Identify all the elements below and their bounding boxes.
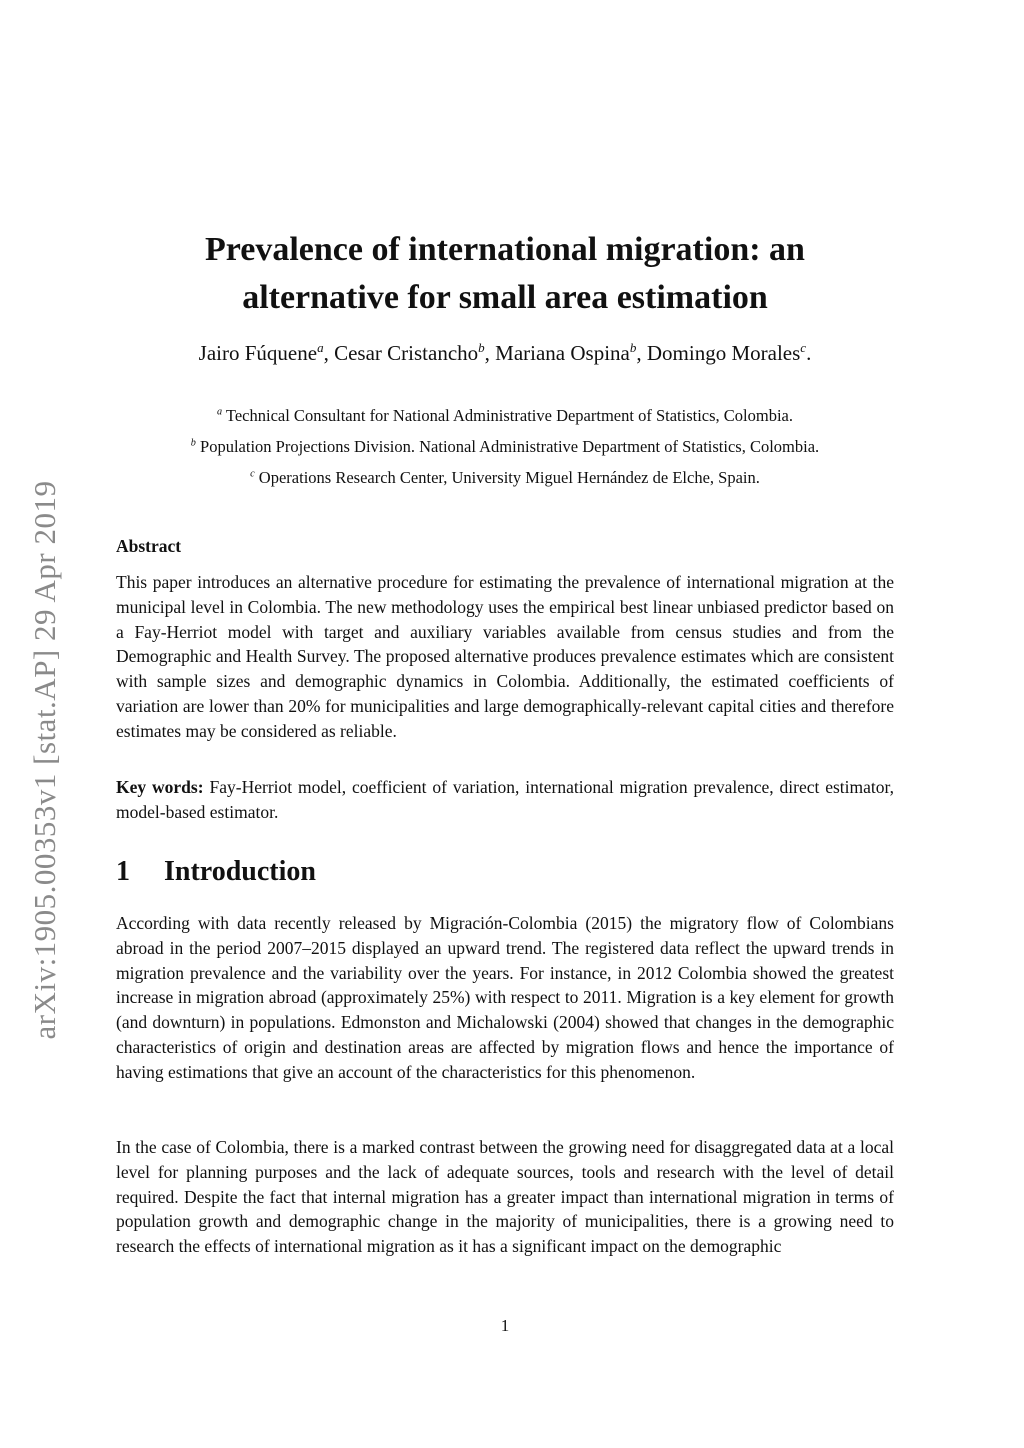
author-affiliation-mark: a: [317, 340, 324, 355]
intro-paragraph-1: According with data recently released by Migración-Colombia (2015) the migratory flow of Colombians abroad in the period 2007–2015 displayed an upward trend. The registered data reflect the upward trends in migration prevalence and the variability over the years. For instance, in 2012 Colombia showed the greatest increase in migration abroad (approximately 25%) with respect to 2011. Migration is a key element for growth (and downturn) in populations. Edmonston and Michalowski (2004) showed that changes in the demographic characteristics of origin and destination areas are affected by migration flows and hence the importance of having estimations that give an account of the characteristics for this phenomenon.: [116, 913, 894, 1082]
affiliation-text: Technical Consultant for National Administrative Department of Statistics, Colombia.: [225, 406, 793, 425]
author-name: Cesar Cristancho: [334, 341, 479, 365]
author-separator: ,: [484, 341, 496, 365]
arxiv-identifier: arXiv:1905.00353v1 [stat.AP] 29 Apr 2019: [27, 480, 62, 1040]
affiliation-mark: b: [190, 437, 196, 449]
affiliation-text: Operations Research Center, University Miguel Hernández de Elche, Spain.: [258, 468, 760, 487]
abstract-heading: Abstract: [116, 536, 182, 556]
keywords-label: Key words:: [116, 777, 204, 797]
author-separator: .: [806, 341, 812, 365]
author-separator: ,: [636, 341, 647, 365]
title-line-1: Prevalence of international migration: an: [205, 231, 805, 268]
abstract-body: This paper introduces an alternative procedure for estimating the prevalence of international migration at the municipal level in Colombia. The new methodology uses the empirical best linear unbiased predictor based on a Fay-Herriot model with target and auxiliary variables available from census studies and from the Demographic and Health Survey. The proposed alternative produces prevalence estimates which are consistent with sample sizes and demographic dynamics in Colombia. Additionally, the estimated coefficients of variation are lower than 20% for municipalities and large demographically-relevant capital cities and therefore estimates may be considered as reliable.: [116, 572, 894, 741]
author-affiliation-mark: b: [478, 340, 485, 355]
affiliation-item: [100, 462, 910, 493]
author-list: [116, 341, 894, 366]
title-line-2: alternative for small area estimation: [242, 279, 768, 316]
affiliation-item: [100, 400, 910, 431]
page-number: 1: [500, 1316, 510, 1335]
affiliation-item: [100, 431, 910, 462]
author-name: Jairo Fúquene: [198, 341, 318, 365]
author-name: Mariana Ospina: [495, 341, 630, 365]
section-title: Introduction: [164, 856, 316, 887]
author-affiliation-mark: b: [629, 340, 637, 355]
author-name: Domingo Morales: [646, 341, 801, 365]
keywords-text: Fay-Herriot model, coefficient of variation, international migration prevalence, direct estimator, model-based estimator.: [116, 777, 895, 822]
affiliation-text: Population Projections Division. National Administrative Department of Statistics, Colombia.: [200, 437, 820, 456]
section-number: 1: [116, 856, 130, 887]
affiliation-mark: c: [250, 468, 255, 480]
affiliation-list: [100, 400, 910, 493]
author-separator: ,: [323, 341, 335, 365]
intro-paragraph-2: In the case of Colombia, there is a marked contrast between the growing need for disaggregated data at a local level for planning purposes and the lack of adequate sources, tools and research with the level of detail required. Despite the fact that internal migration has a greater impact than international migration in terms of population growth and demographic change in the majority of municipalities, there is a growing need to research the effects of international migration as it has a significant impact on the demographic: [116, 1137, 894, 1257]
section-heading: [116, 856, 316, 888]
keywords: [116, 775, 894, 825]
author-affiliation-mark: c: [800, 340, 807, 355]
affiliation-mark: a: [216, 406, 223, 418]
paper-title: [116, 226, 894, 322]
